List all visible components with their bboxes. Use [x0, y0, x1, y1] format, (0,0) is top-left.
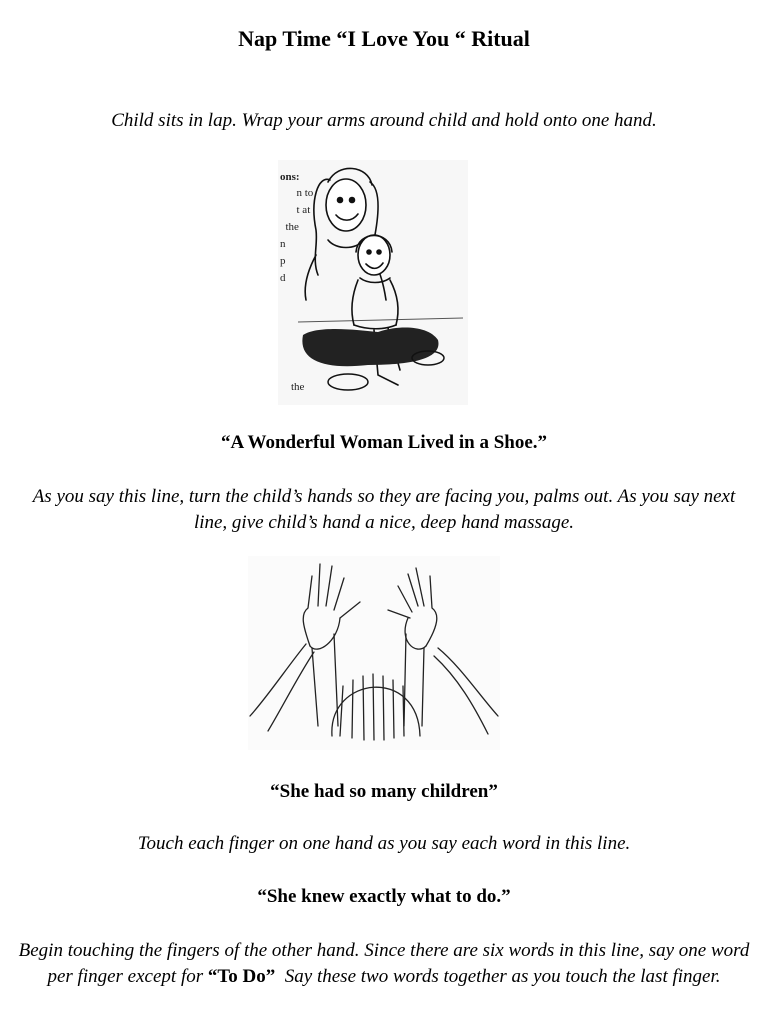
fragment-text: p [280, 255, 286, 267]
rhyme-line-1: “A Wonderful Woman Lived in a Shoe.” [220, 432, 548, 453]
fragment-text: n [280, 238, 286, 250]
instruction-3-emphasis: “To Do” [207, 966, 276, 987]
fragment-text: t at [280, 204, 311, 216]
fragment-text: ons: [280, 171, 300, 183]
instruction-3 [14, 938, 754, 990]
instruction-1: As you say this line, turn the child’s hands so they are facing you, palms out. As you say next line, give child’s hand a nice, deep hand massage. [32, 486, 736, 533]
instruction-2: Touch each finger on one hand as you say each word in this line. [137, 833, 631, 854]
fragment-text: the [280, 221, 299, 233]
rhyme-line-2: “She had so many children” [270, 781, 498, 802]
fragment-text: n to [280, 187, 314, 199]
intro-instruction: Child sits in lap. Wrap your arms around child and hold onto one hand. [111, 110, 657, 131]
hands-palms-out-illustration [248, 556, 500, 750]
fragment-text: the [280, 381, 305, 393]
mother-child-illustration [278, 160, 468, 405]
instruction-3-before: Begin touching the fingers of the other hand. Since there are six words in this line, say one word per finger except for [18, 940, 750, 987]
rhyme-line-3: “She knew exactly what to do.” [257, 886, 511, 907]
page-title: Nap Time “I Love You “ Ritual [238, 26, 530, 51]
instruction-3-after: Say these two words together as you touch the last finger. [275, 966, 721, 987]
fragment-text: d [280, 272, 286, 284]
